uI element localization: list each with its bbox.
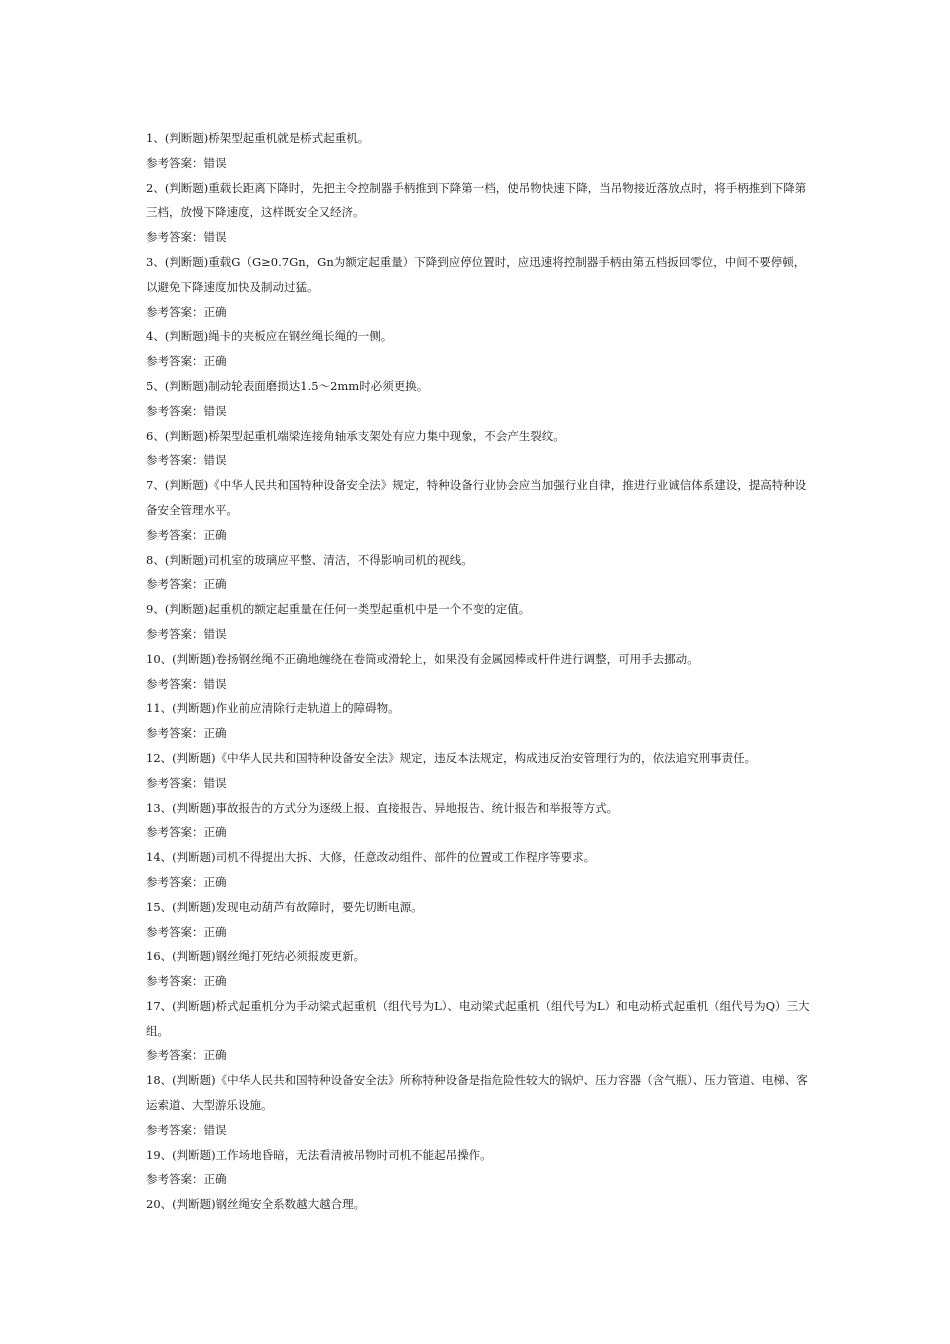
answer-value: 正确 (203, 874, 227, 889)
answer-label: 参考答案： (146, 825, 204, 840)
question-text: 18、(判断题)《中华人民共和国特种设备安全法》所称特种设备是指危险性较大的锅炉、压力容器（含气瓶）、压力管道、电梯、客运索道、大型游乐设施。 (146, 1073, 808, 1113)
answer-value: 错误 (203, 403, 227, 418)
question-text: 13、(判断题)事故报告的方式分为逐级上报、直接报告、异地报告、统计报告和举报等方式。 (146, 800, 619, 815)
answer-label: 参考答案： (146, 354, 204, 369)
answer-label: 参考答案： (146, 527, 204, 542)
answer-value: 正确 (203, 304, 227, 319)
answer-line (146, 920, 814, 945)
answer-value: 正确 (203, 726, 227, 741)
answer-label: 参考答案： (146, 726, 204, 741)
answer-label: 参考答案： (146, 924, 204, 939)
answer-value: 正确 (203, 974, 227, 989)
answer-value: 正确 (203, 1048, 227, 1063)
answer-line (146, 448, 814, 473)
answer-label: 参考答案： (146, 974, 204, 989)
answer-line (146, 622, 814, 647)
answer-line (146, 721, 814, 746)
answer-label: 参考答案： (146, 1172, 204, 1187)
answer-label: 参考答案： (146, 1048, 204, 1063)
answer-value: 错误 (203, 775, 227, 790)
answer-line (146, 572, 814, 597)
answer-value: 正确 (203, 527, 227, 542)
answer-label: 参考答案： (146, 626, 204, 641)
question-text: 8、(判断题)司机室的玻璃应平整、清洁，不得影响司机的视线。 (146, 552, 473, 567)
question-text: 5、(判断题)制动轮表面磨损达1.5～2mm时必须更换。 (146, 378, 429, 393)
answer-value: 错误 (203, 230, 227, 245)
question-text: 15、(判断题)发现电动葫芦有故障时，要先切断电源。 (146, 899, 423, 914)
question-text: 16、(判断题)钢丝绳打死结必须报废更新。 (146, 949, 366, 964)
answer-line (146, 771, 814, 796)
answer-value: 正确 (203, 1172, 227, 1187)
answer-value: 错误 (203, 626, 227, 641)
answer-line (146, 870, 814, 895)
answer-value: 错误 (203, 1122, 227, 1137)
answer-label: 参考答案： (146, 453, 204, 468)
document-page (146, 126, 814, 1217)
answer-value: 正确 (203, 924, 227, 939)
answer-line (146, 1118, 814, 1143)
answer-label: 参考答案： (146, 155, 204, 170)
answer-label: 参考答案： (146, 403, 204, 418)
question-text: 10、(判断题)卷扬钢丝绳不正确地缠绕在卷筒或滑轮上，如果没有金属园棒或杆件进行调整，可用手去挪动。 (146, 651, 699, 666)
question-text: 2、(判断题)重载长距离下降时，先把主令控制器手柄推到下降第一档，使吊物快速下降，当吊物接近落放点时，将手柄推到下降第三档，放慢下降速度，这样既安全又经济。 (146, 180, 807, 220)
answer-line (146, 672, 814, 697)
answer-line (146, 225, 814, 250)
question-text: 9、(判断题)起重机的额定起重量在任何一类型起重机中是一个不变的定值。 (146, 602, 531, 617)
question-text: 20、(判断题)钢丝绳安全系数越大越合理。 (146, 1197, 366, 1212)
answer-label: 参考答案： (146, 775, 204, 790)
question-text: 12、(判断题)《中华人民共和国特种设备安全法》规定，违反本法规定，构成违反治安管理行为的，依法追究刑事责任。 (146, 750, 757, 765)
answer-line (146, 349, 814, 374)
question-text: 1、(判断题)桥架型起重机就是桥式起重机。 (146, 131, 370, 145)
answer-line (146, 1043, 814, 1068)
answer-value: 错误 (203, 676, 227, 691)
answer-label: 参考答案： (146, 577, 204, 592)
question-text: 4、(判断题)绳卡的夹板应在钢丝绳长绳的一侧。 (146, 329, 393, 344)
answer-line (146, 523, 814, 548)
answer-line (146, 1167, 814, 1192)
question-text: 19、(判断题)工作场地昏暗，无法看清被吊物时司机不能起吊操作。 (146, 1147, 492, 1162)
question-text: 17、(判断题)桥式起重机分为手动梁式起重机（组代号为L）、电动梁式起重机（组代号为L）和电动桥式起重机（组代号为Q）三大组。 (146, 998, 810, 1038)
answer-line (146, 969, 814, 994)
answer-line (146, 300, 814, 325)
answer-label: 参考答案： (146, 1122, 204, 1137)
answer-value: 错误 (203, 453, 227, 468)
answer-label: 参考答案： (146, 230, 204, 245)
answer-label: 参考答案： (146, 304, 204, 319)
answer-line (146, 151, 814, 176)
question-text: 6、(判断题)桥架型起重机端梁连接角轴承支架处有应力集中现象，不会产生裂纹。 (146, 428, 565, 443)
question-text: 3、(判断题)重载G（G≥0.7Gn，Gn为额定起重量）下降到应停位置时，应迅速将控制器手柄由第五档扳回零位，中间不要停顿，以避免下降速度加快及制动过猛。 (146, 254, 806, 294)
question-text: 7、(判断题)《中华人民共和国特种设备安全法》规定，特种设备行业协会应当加强行业自律，推进行业诚信体系建设，提高特种设备安全管理水平。 (146, 478, 807, 517)
answer-value: 正确 (203, 825, 227, 840)
answer-label: 参考答案： (146, 874, 204, 889)
answer-line (146, 399, 814, 424)
question-text: 11、(判断题)作业前应清除行走轨道上的障碍物。 (146, 701, 400, 716)
answer-value: 错误 (203, 155, 227, 170)
answer-line (146, 820, 814, 845)
answer-value: 正确 (203, 577, 227, 592)
question-text: 14、(判断题)司机不得提出大拆、大修，任意改动组件、部件的位置或工作程序等要求。 (146, 850, 596, 865)
answer-label: 参考答案： (146, 676, 204, 691)
answer-value: 正确 (203, 354, 227, 369)
